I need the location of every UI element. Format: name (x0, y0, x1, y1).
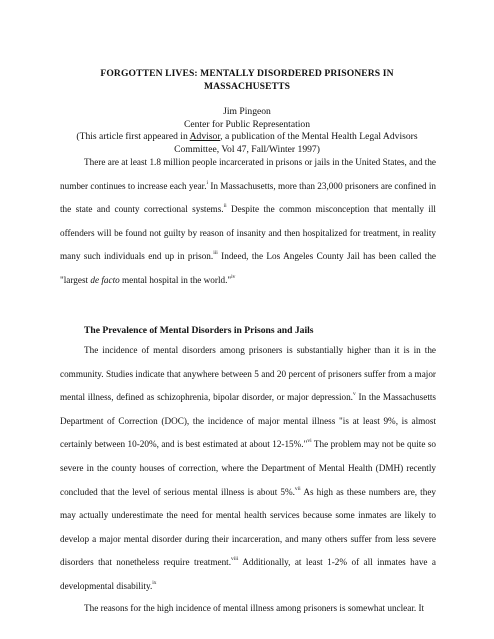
footnote-ref-viii: viii (231, 556, 239, 563)
p1-italic-term: de facto (90, 274, 120, 285)
footnote-ref-vii: vii (294, 485, 301, 492)
p1-sentence-2: In Massachusetts, more than 23,000 prisoners are confined in the state and county correctional systems. (60, 180, 436, 215)
footnote-ref-ix: ix (152, 579, 157, 586)
p1-sentence-4b: mental hospital in the world." (119, 274, 232, 285)
publication-note-line-2: Committee, Vol 47, Fall/Winter 1997) (174, 143, 320, 155)
paragraph-3 (60, 597, 436, 621)
footnote-ref-i: i (206, 179, 209, 186)
note-prefix: (This article first appeared in (76, 131, 190, 142)
note-suffix: , a publication of the Mental Health Legal Advisors (220, 131, 418, 142)
footnote-ref-ii: ii (223, 203, 227, 210)
p1-sentence-3: Despite the common misconception that mentally ill offenders will be found not guilty by reason of insanity and then hospitalized for treatment, in reality many such individuals end up in prison. (60, 204, 436, 262)
p1-sentence-1: There are at least 1.8 million people incarcerated in prisons or jails in the United States, and the number continues to increase each year. (60, 157, 436, 191)
p2-sentence-5: Additionally, at least 1-2% of all inmates have a developmental disability. (60, 557, 436, 591)
publication-name: Advisor (189, 131, 221, 142)
section-heading: The Prevalence of Mental Disorders in Prisons and Jails (84, 325, 314, 336)
author-name: Jim Pingeon (223, 106, 271, 117)
footnote-ref-iv: iv (231, 273, 236, 280)
p2-sentence-4: As high as these numbers are, they may actually underestimate the need for mental health services because some inmates are likely to develop a major mental disorder during their incarceration, and many others suffer from less severe disorders that nonetheless require treatment. (60, 486, 436, 568)
byline (40, 106, 454, 156)
p3-sentence-1: The reasons for the high incidence of mental illness among prisoners is somewhat unclear. It (84, 603, 425, 613)
publication-note-line-1 (40, 131, 454, 144)
paragraph-1 (60, 151, 436, 293)
p2-sentence-1: The incidence of mental disorders among prisoners is substantially higher than it is in the community. Studies indicate that anywhere between 5 and 20 percent of prisoners suffer from a major mental illness, defined as schizophrenia, bipolar disorder, or major depression. (60, 345, 436, 403)
p2-sentence-2: In the Massachusetts Department of Correction (DOC), the incidence of major mental illness "is at least 9%, is almost certainly between 10-20%, and is best estimated at about 12-15%." (60, 392, 437, 450)
footnote-ref-iii: iii (213, 250, 218, 257)
document-title (60, 67, 434, 93)
p2-sentence-3: The problem may not be quite so severe in the county houses of correction, where the Department of Mental Health (DMH) recently concluded that the level of serious mental illness is about 5%. (60, 439, 436, 497)
title-line-1: FORGOTTEN LIVES: MENTALLY DISORDERED PRISONERS IN (100, 68, 394, 79)
footnote-ref-v: v (352, 391, 356, 398)
author-affiliation: Center for Public Representation (183, 118, 311, 130)
footnote-ref-vi: vi (307, 438, 312, 445)
p1-sentence-4a: Indeed, the Los Angeles County Jail has been called the "largest (60, 251, 436, 285)
paragraph-2 (60, 339, 436, 599)
title-line-2: MASSACHUSETTS (203, 81, 291, 92)
